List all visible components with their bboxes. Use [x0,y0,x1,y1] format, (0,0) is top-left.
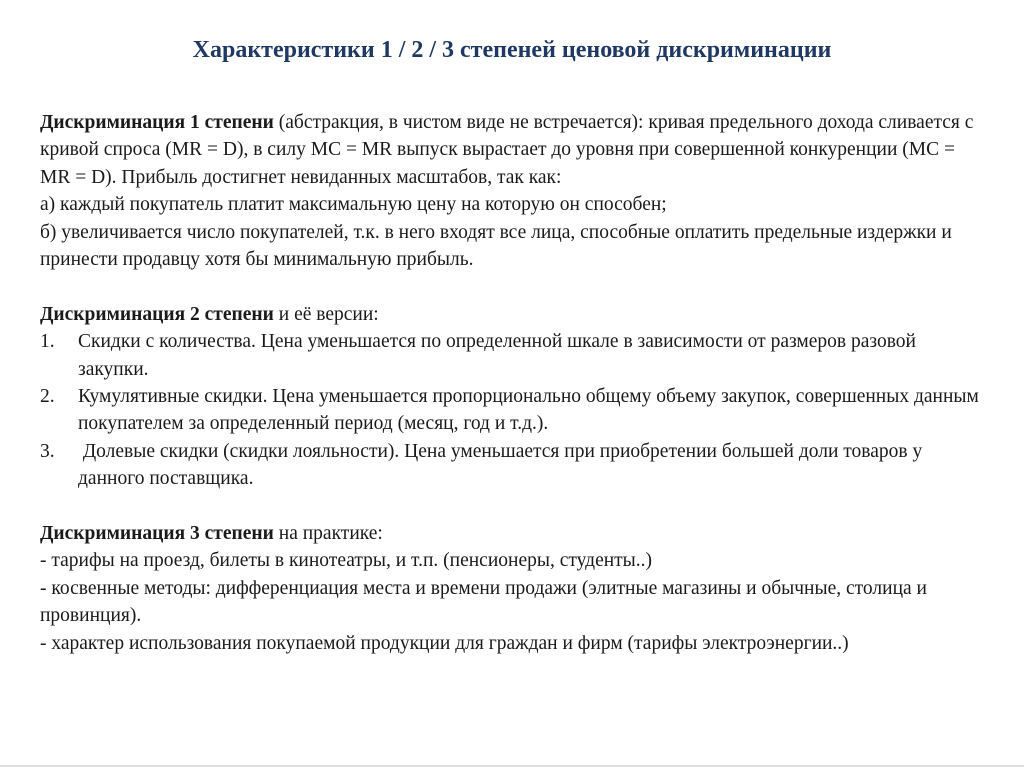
spacer [40,273,990,300]
section2-lead: и её версии: [273,303,379,325]
list-item-text: Кумулятивные скидки. Цена уменьшается пропорционально общему объему закупок, совершенных данным покупателем за определенный период (месяц, год и т.д.). [78,386,979,435]
list-item-text: Долевые скидки (скидки лояльности). Цена уменьшается при приобретении большей доли товаров у данного поставщика. [78,440,928,490]
section2-heading: Дискриминация 2 степени [40,303,274,325]
section2-paragraph [40,301,990,328]
section1-paragraph [40,109,990,191]
slide-content [40,109,990,657]
list-item-text: Скидки с количества. Цена уменьшается по определенной шкале в зависимости от размеров разовой закупки. [78,331,916,380]
section3-line: - характер использования покупаемой продукции для граждан и фирм (тарифы электроэнергии..) [40,632,849,654]
numbered-list-item [40,383,990,438]
slide-title: Характеристики 1 / 2 / 3 степеней ценовой дискриминации [192,37,832,63]
section3-heading: Дискриминация 3 степени [40,523,274,545]
section1-lead: (абстракция, в чистом виде не встречается): кривая предельного дохода сливается с кривой спроса (MR = D), в силу MC = MR выпуск вырастает до уровня при совершенной конкуренции (MC = MR = D). Прибыль достигнет невиданных масштабов, так как: [40,112,974,188]
section3-line: - косвенные методы: дифференциация места и времени продажи (элитные магазины и обычные, столица и провинция). [40,577,927,627]
numbered-list-item [40,328,990,383]
list-number: 1. [40,331,55,353]
list-number: 2. [40,386,55,408]
section3-lead: на практике: [273,523,383,545]
section1-heading: Дискриминация 1 степени [40,112,274,133]
section1-line-b: б) увеличивается число покупателей, т.к. в него входят все лица, способные оплатить предельные издержки и принести продавцу хотя бы минимальную прибыль. [40,221,952,271]
section1-line-a: а) каждый покупатель платит максимальную цену на которую он способен; [40,194,667,216]
section3-paragraph [40,520,990,547]
spacer [40,493,990,520]
numbered-list-item [40,438,990,493]
section3-line: - тарифы на проезд, билеты в кинотеатры, и т.п. (пенсионеры, студенты..) [40,550,653,572]
list-number: 3. [40,440,55,462]
